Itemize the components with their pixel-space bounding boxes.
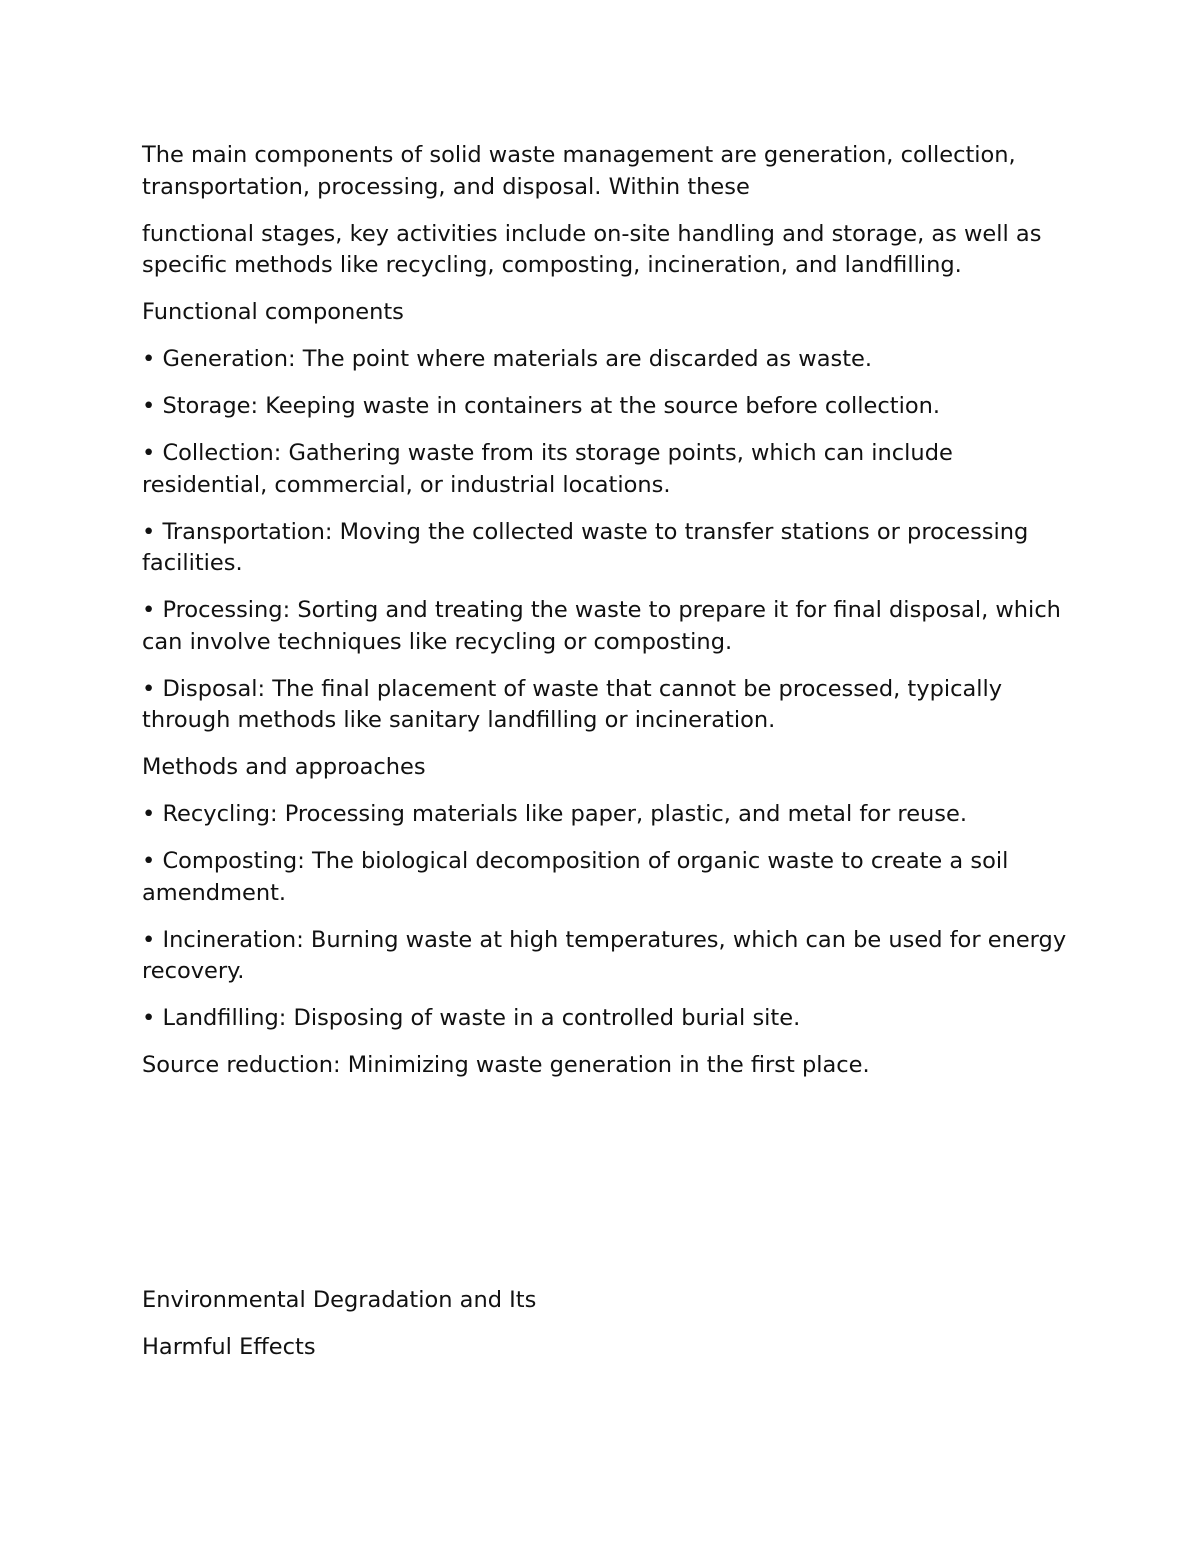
section-heading-line-1: Environmental Degradation and Its [142, 1287, 537, 1313]
bullet-icon: • [142, 675, 156, 702]
document-body [142, 140, 1072, 1379]
list-item-text: Disposal: The final placement of waste that cannot be processed, typically through methods like sanitary landfilling or incineration. [142, 675, 1003, 733]
bullet-icon: • [142, 926, 156, 953]
list-item [142, 799, 1072, 831]
bullet-icon: • [142, 801, 156, 827]
list-item-text: Incineration: Burning waste at high temperatures, which can be used for energy recovery. [142, 926, 1067, 984]
list-item [142, 438, 1072, 501]
list-item-text: Processing: Sorting and treating the waste to prepare it for final disposal, which can involve techniques like recycling or composting. [142, 597, 1061, 655]
intro-paragraph-1: The main components of solid waste management are generation, collection, transportation, processing, and disposal. Within these [142, 142, 1016, 200]
list-item [142, 925, 1072, 988]
list-item-text: Composting: The biological decomposition of organic waste to create a soil amendment. [142, 848, 1009, 906]
functional-components-heading: Functional components [142, 299, 404, 325]
page-spacer [142, 1097, 1072, 1285]
list-item-text: Generation: The point where materials are discarded as waste. [162, 346, 873, 372]
list-item [142, 674, 1072, 737]
list-item-text: Collection: Gathering waste from its storage points, which can include residential, commercial, or industrial locations. [142, 440, 953, 498]
list-item-text: Landfilling: Disposing of waste in a controlled burial site. [162, 1005, 801, 1031]
list-item [142, 517, 1072, 580]
list-item [142, 344, 1072, 376]
list-item-text: Storage: Keeping waste in containers at the source before collection. [162, 393, 941, 419]
bullet-icon: • [142, 393, 156, 419]
bullet-icon: • [142, 1005, 156, 1031]
bullet-icon: • [142, 440, 156, 466]
bullet-icon: • [142, 346, 156, 372]
bullet-icon: • [142, 518, 156, 545]
methods-heading: Methods and approaches [142, 754, 426, 780]
list-item [142, 846, 1072, 909]
bullet-icon: • [142, 597, 156, 623]
list-item [142, 1003, 1072, 1035]
list-item [142, 595, 1072, 658]
list-item [142, 391, 1072, 423]
section-heading-line-2: Harmful Effects [142, 1334, 316, 1360]
intro-paragraph-2: functional stages, key activities include on-site handling and storage, as well as specific methods like recycling, composting, incineration, and landfilling. [142, 220, 1042, 278]
list-item-text: Recycling: Processing materials like paper, plastic, and metal for reuse. [162, 801, 968, 827]
bullet-icon: • [142, 848, 156, 874]
list-item-text: Transportation: Moving the collected waste to transfer stations or processing facilities. [142, 518, 1029, 576]
source-reduction-paragraph: Source reduction: Minimizing waste generation in the first place. [142, 1052, 870, 1078]
